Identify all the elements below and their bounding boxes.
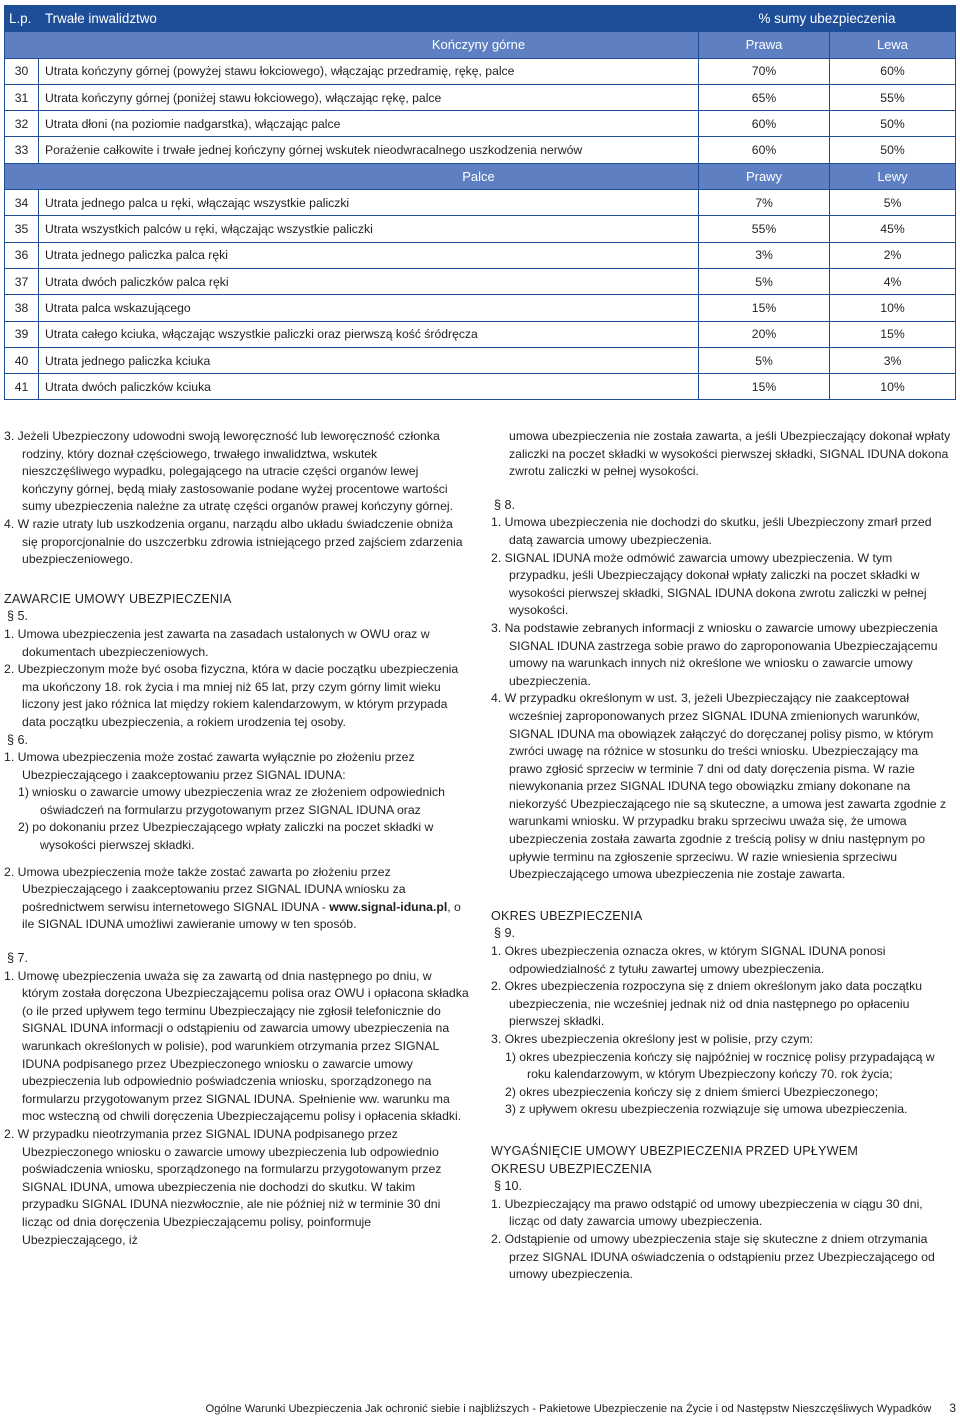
row-left-value: 5%	[830, 190, 956, 216]
table-row	[5, 216, 956, 242]
s8-item-3: 3. Na podstawie zebranych informacji z wniosku o zawarcie umowy ubezpieczenia SIGNAL IDUNA zastrzega sobie prawo do zaproponowania Ubezpieczającemu umowy na warunkach innych niż określone we wniosku o zawarcie umowy ubezpieczenia.	[491, 620, 938, 688]
table-row	[5, 137, 956, 163]
row-left-value: 4%	[830, 268, 956, 294]
row-description: Utrata kończyny górnej (powyżej stawu łokciowego), włączając przedramię, rękę, palce	[39, 58, 699, 84]
row-right-value: 5%	[699, 268, 830, 294]
row-right-value: 60%	[699, 137, 830, 163]
s6-item-2	[4, 864, 469, 934]
row-description: Utrata jednego paliczka palca ręki	[39, 242, 699, 268]
section-subtitle: Palce	[5, 163, 699, 189]
row-number: 37	[5, 268, 39, 294]
s10-item-1: 1. Ubezpieczający ma prawo odstąpić od umowy ubezpieczenia w ciągu 30 dni, licząc od daty zawarcia umowy ubezpieczenia.	[491, 1196, 923, 1229]
table-row	[5, 111, 956, 137]
footer-text: Ogólne Warunki Ubezpieczenia Jak ochronić siebie i najbliższych - Pakietowe Ubezpieczenie na Życie i od Następstw Nieszczęśliwych Wypadków	[205, 1403, 932, 1415]
table-row	[5, 242, 956, 268]
row-number: 31	[5, 84, 39, 110]
row-right-value: 70%	[699, 58, 830, 84]
table-row	[5, 347, 956, 373]
section-5: § 5.	[7, 609, 29, 624]
left-column	[4, 428, 469, 1249]
s9-item-3-1: 1) okres ubezpieczenia kończy się najpóźniej w rocznicę polisy przypadającą w roku kalendarzowym, w którym Ubezpieczony kończy 70. rok życia;	[505, 1049, 935, 1082]
table-row	[5, 268, 956, 294]
row-description: Utrata kończyny górnej (poniżej stawu łokciowego), włączając rękę, palce	[39, 84, 699, 110]
row-right-value: 55%	[699, 216, 830, 242]
page-number: 3	[949, 1401, 956, 1415]
s6-item-1-2: 2) po dokonaniu przez Ubezpieczającego wpłaty zaliczki na poczet składki w wysokości pierwszej składki.	[18, 820, 434, 853]
row-left-value: 55%	[830, 84, 956, 110]
row-description: Utrata całego kciuka, włączając wszystkie paliczki oraz pierwszą kość śródręcza	[39, 321, 699, 347]
section-10: § 10.	[494, 1179, 523, 1194]
row-number: 41	[5, 374, 39, 400]
table-row	[5, 58, 956, 84]
section-6: § 6.	[7, 732, 29, 747]
heading-wygasniecie: WYGAŚNIĘCIE UMOWY UBEZPIECZENIA PRZED UPŁYWEM OKRESU UBEZPIECZENIA	[491, 1143, 859, 1176]
heading-zawarcie: ZAWARCIE UMOWY UBEZPIECZENIA	[4, 591, 232, 606]
row-right-value: 60%	[699, 111, 830, 137]
row-left-value: 10%	[830, 295, 956, 321]
row-right-value: 20%	[699, 321, 830, 347]
disability-table	[4, 5, 956, 400]
row-description: Porażenie całkowite i trwałe jednej kończyny górnej wskutek nieodwracalnego uszkodzenia nerwów	[39, 137, 699, 163]
row-right-value: 15%	[699, 295, 830, 321]
table-row	[5, 321, 956, 347]
title-header: Trwałe inwalidztwo	[39, 6, 699, 32]
s7-item-1: 1. Umowę ubezpieczenia uważa się za zawartą od dnia następnego po dniu, w którym została doręczona Ubezpieczającemu polisa oraz OWU i opłacona składka (o ile przed upływem tego terminu Ubezpieczający nie zgłosił telefonicznie do SIGNAL IDUNA informacji o odstąpieniu od zawarcia umowy ubezpieczenia na warunkach określonych w polisie), pod warunkiem otrzymania przez SIGNAL IDUNA podpisanego przez Ubezpieczonego wniosku o zawarcie umowy ubezpieczenia lub odpowiednio poświadczenia wniosku, sporządzonego na formularzu przygotowanym przez SIGNAL IDUNA. Spełnienie ww. warunku ma moc wsteczną od chwili doręczenia Ubezpieczającemu polisy i opłacenia składki.	[4, 968, 469, 1124]
s9-item-2: 2. Okres ubezpieczenia rozpoczyna się z dniem określonym jako data początku ubezpieczenia, nie wcześniej jednak niż od dnia następnego po opłaceniu pierwszej składki.	[491, 979, 923, 1029]
s6-item-1-1: 1) wniosku o zawarcie umowy ubezpieczenia wraz ze złożeniem odpowiednich oświadczeń na formularzu przygotowanym przez SIGNAL IDUNA oraz	[18, 785, 445, 817]
s5-item-2: 2. Ubezpieczonym może być osoba fizyczna, która w dacie początku ubezpieczenia ma ukończony 18. rok życia i ma mniej niż 65 lat, przy czym górny limit wieku liczony jest jako różnica lat między rokiem kalendarzowym, w którym przypada data początku ubezpieczenia, a rokiem urodzenia tej osoby.	[4, 662, 459, 729]
s7-item-2: 2. W przypadku nieotrzymania przez SIGNAL IDUNA podpisanego przez Ubezpieczonego wniosku o zawarcie umowy ubezpieczenia lub odpowiednio poświadczenia wniosku, sporządzonego na formularzu przygotowanym przez SIGNAL IDUNA, umowa ubezpieczenia nie dochodzi do skutku. W takim przypadku SIGNAL IDUNA niezwłocznie, ale nie później niż w terminie 30 dni licząc od dnia doręczenia Ubezpieczającemu polisy, poinformuje Ubezpieczającego, iż	[4, 1126, 442, 1247]
row-number: 30	[5, 58, 39, 84]
s8-item-4: 4. W przypadku określonym w ust. 3, jeżeli Ubezpieczający nie zaakceptował wcześniej zaproponowanych przez SIGNAL IDUNA zmienionych warunków, SIGNAL IDUNA ma obowiązek załączyć do doręczanej polisy pismo, w którym zwróci uwagę na różnice w stosunku do treści wniosku. Ubezpieczający ma prawo zgłosić sprzeciw w terminie 7 dni od daty doręczenia pisma. W razie niewykonania przez SIGNAL IDUNA tego obowiązku zmiany dokonane na niekorzyść Ubezpieczającego nie są skuteczne, a umowa jest zawarta zgodnie z warunkami wniosku. W przypadku braku sprzeciwu uważa się, że umowa ubezpieczenia została zawarta zgodnie z treścią polisy w dniu następnym po upływie terminu na zgłoszenie sprzeciwu. W razie wniesienia sprzeciwu Ubezpieczającego umowa ubezpieczenia nie zostaje zawarta.	[491, 691, 947, 882]
row-number: 33	[5, 137, 39, 163]
s6-item-1: 1. Umowa ubezpieczenia może zostać zawarta wyłącznie po złożeniu przez Ubezpieczającego i zaakceptowaniu przez SIGNAL IDUNA:	[4, 750, 415, 782]
section-9: § 9.	[494, 926, 516, 941]
right-side-label: Prawa	[699, 32, 830, 58]
left-side-label: Lewy	[830, 163, 956, 189]
continuation-text: umowa ubezpieczenia nie została zawarta, a jeśli Ubezpieczający dokonał wpłaty zaliczki na poczet składki w wysokości pierwszej składki, SIGNAL IDUNA dokona zwrotu zaliczki w pełnej wysokości.	[509, 429, 951, 479]
row-description: Utrata jednego paliczka kciuka	[39, 347, 699, 373]
row-description: Utrata dwóch paliczków palca ręki	[39, 268, 699, 294]
right-column	[491, 428, 954, 1284]
paragraph-4: 4. W razie utraty lub uszkodzenia organu, narządu albo układu świadczenie obniża się proporcjonalnie do uszczerbku zdrowia istniejącego przed zajściem zdarzenia ubezpieczeniowego.	[4, 516, 463, 567]
row-right-value: 5%	[699, 347, 830, 373]
pct-header: % sumy ubezpieczenia	[699, 6, 956, 32]
row-left-value: 3%	[830, 347, 956, 373]
row-number: 38	[5, 295, 39, 321]
row-number: 34	[5, 190, 39, 216]
right-side-label: Prawy	[699, 163, 830, 189]
table-subheader-row	[5, 163, 956, 189]
row-number: 32	[5, 111, 39, 137]
s6-item-2-text-end: , o ile SIGNAL IDUNA umożliwi zawieranie umowy w ten sposób.	[22, 899, 461, 932]
row-left-value: 2%	[830, 242, 956, 268]
s9-item-3-2: 2) okres ubezpieczenia kończy się z dniem śmierci Ubezpieczonego;	[505, 1084, 879, 1099]
row-right-value: 15%	[699, 374, 830, 400]
row-left-value: 45%	[830, 216, 956, 242]
table-row	[5, 295, 956, 321]
s9-item-1: 1. Okres ubezpieczenia oznacza okres, w którym SIGNAL IDUNA ponosi odpowiedzialność z tytułu zawartej umowy ubezpieczenia.	[491, 944, 886, 976]
left-side-label: Lewa	[830, 32, 956, 58]
row-right-value: 65%	[699, 84, 830, 110]
page-footer	[0, 1401, 956, 1415]
row-number: 40	[5, 347, 39, 373]
row-left-value: 50%	[830, 137, 956, 163]
s8-item-2: 2. SIGNAL IDUNA może odmówić zawarcia umowy ubezpieczenia. W tym przypadku, jeśli Ubezpieczający dokonał wpłaty zaliczki na poczet składki w wysokości pierwszej składki, SIGNAL IDUNA dokona zwrotu zaliczki w pełnej wysokości.	[491, 550, 927, 618]
row-number: 36	[5, 242, 39, 268]
row-left-value: 50%	[830, 111, 956, 137]
row-right-value: 7%	[699, 190, 830, 216]
row-left-value: 10%	[830, 374, 956, 400]
row-description: Utrata wszystkich palców u ręki, włączając wszystkie paliczki	[39, 216, 699, 242]
paragraph-3: 3. Jeżeli Ubezpieczony udowodni swoją leworęczność lub leworęczność członka rodziny, który doznał częściowego, trwałego inwalidztwa, wskutek nieszczęśliwego wypadku, polegającego na utracie części organów lewej kończyny górnej, będą miały zastosowanie podane wyżej procentowe wartości sumy ubezpieczenia należne za utratę części organów prawej kończyny górnej.	[4, 429, 454, 514]
row-number: 39	[5, 321, 39, 347]
section-subtitle: Kończyny górne	[5, 32, 699, 58]
row-right-value: 3%	[699, 242, 830, 268]
table-row	[5, 374, 956, 400]
s5-item-1: 1. Umowa ubezpieczenia jest zawarta na zasadach ustalonych w OWU oraz w dokumentach ubezpieczeniowych.	[4, 626, 430, 659]
row-left-value: 15%	[830, 321, 956, 347]
lp-header: L.p.	[5, 6, 39, 32]
row-description: Utrata dłoni (na poziomie nadgarstka), włączając palce	[39, 111, 699, 137]
row-description: Utrata palca wskazującego	[39, 295, 699, 321]
table-row	[5, 84, 956, 110]
row-left-value: 60%	[830, 58, 956, 84]
heading-okres: OKRES UBEZPIECZENIA	[491, 908, 643, 923]
s10-item-2: 2. Odstąpienie od umowy ubezpieczenia staje się skuteczne z dniem otrzymania przez SIGNAL IDUNA oświadczenia o odstąpieniu przez Ubezpieczającego od umowy ubezpieczenia.	[491, 1231, 935, 1282]
row-description: Utrata jednego palca u ręki, włączając wszystkie paliczki	[39, 190, 699, 216]
table-header-row	[5, 6, 956, 32]
section-7: § 7.	[7, 951, 29, 966]
signal-iduna-link[interactable]: www.signal-iduna.pl	[329, 899, 448, 914]
section-8: § 8.	[494, 497, 516, 512]
s9-item-3-3: 3) z upływem okresu ubezpieczenia rozwiązuje się umowa ubezpieczenia.	[505, 1102, 908, 1117]
table-row	[5, 190, 956, 216]
s9-item-3: 3. Okres ubezpieczenia określony jest w polisie, przy czym:	[491, 1032, 814, 1046]
table-subheader-row	[5, 32, 956, 58]
s6-item-2-text: 2. Umowa ubezpieczenia może także zostać zawarta po złożeniu przez Ubezpieczającego i zaakceptowaniu przez SIGNAL IDUNA wniosku za pośrednictwem serwisu internetowego SIGNAL IDUNA -	[4, 864, 406, 914]
s8-item-1: 1. Umowa ubezpieczenia nie dochodzi do skutku, jeśli Ubezpieczony zmarł przed datą zawarcia umowy ubezpieczenia.	[491, 515, 932, 547]
row-number: 35	[5, 216, 39, 242]
row-description: Utrata dwóch paliczków kciuka	[39, 374, 699, 400]
